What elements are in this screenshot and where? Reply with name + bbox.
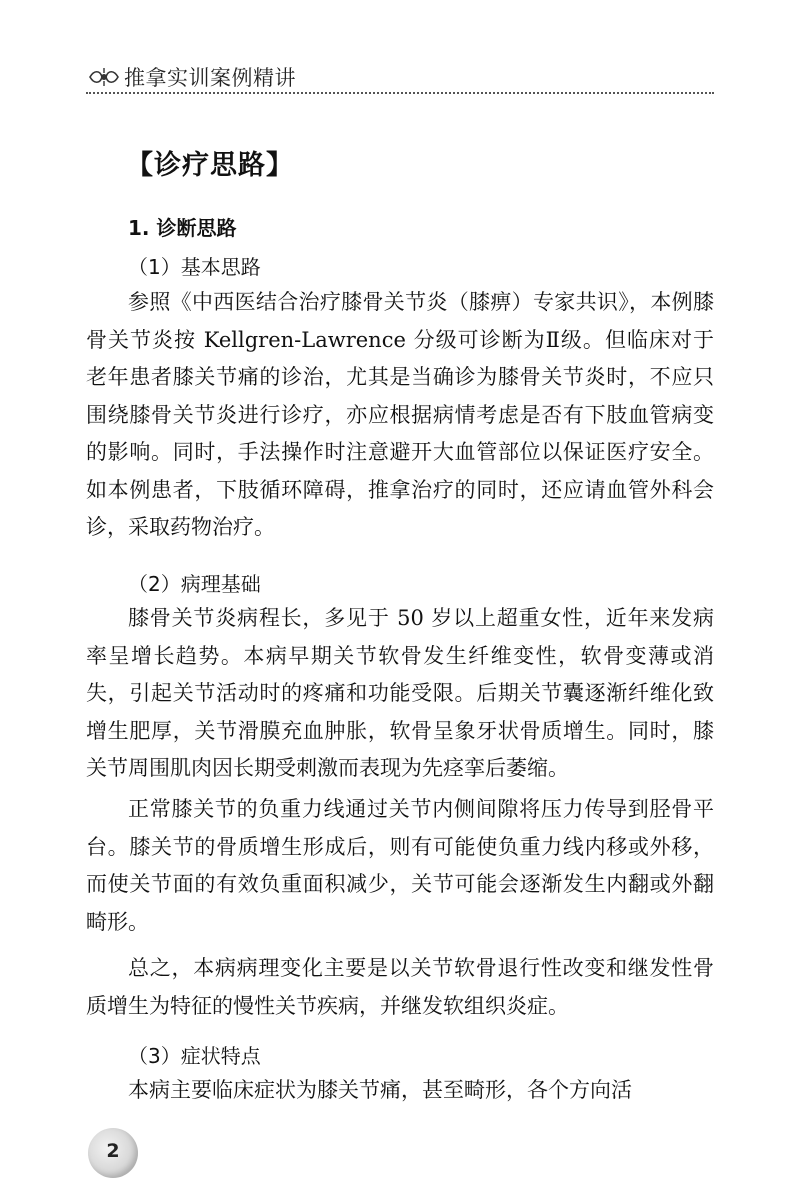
paragraph: 正常膝关节的负重力线通过关节内侧间隙将压力传导到胫骨平台。膝关节的骨质增生形成后，则有可能使负重力线内移或外移，而使关节面的有效负重面积减少，关节可能会逐渐发生内翻或外翻畸形。: [86, 797, 714, 934]
section-heading: 【诊疗思路】: [126, 150, 294, 181]
floral-ornament-icon: [88, 66, 120, 88]
paragraph: 本病主要临床症状为膝关节痛，甚至畸形，各个方向活: [128, 1078, 632, 1102]
item-title-symptoms: （3）症状特点: [128, 1044, 261, 1068]
item-title-basic: （1）基本思路: [128, 255, 261, 279]
page-number-badge: [88, 1128, 138, 1178]
paragraph: 总之，本病病理变化主要是以关节软骨退行性改变和继发性骨质增生为特征的慢性关节疾病，并继发软组织炎症。: [86, 956, 714, 1018]
item-title-pathology: （2）病理基础: [128, 572, 261, 596]
header-dotted-rule: [86, 92, 714, 94]
book-title: 推拿实训案例精讲: [124, 66, 296, 90]
subheading-diagnosis: 1. 诊断思路: [128, 216, 237, 240]
paragraph: 参照《中西医结合治疗膝骨关节炎（膝痹）专家共识》，本例膝骨关节炎按 Kellgren-Lawrence 分级可诊断为Ⅱ级。但临床对于老年患者膝关节痛的诊治，尤其是当确诊为膝骨关节炎时，不应只围绕膝骨关节炎进行诊疗，亦应根据病情考虑是否有下肢血管病变的影响。同时，手法操作时注意避开大血管部位以保证医疗安全。如本例患者，下肢循环障碍，推拿治疗的同时，还应请血管外科会诊，采取药物治疗。: [86, 290, 714, 539]
paragraph: 膝骨关节炎病程长，多见于 50 岁以上超重女性，近年来发病率呈增长趋势。本病早期关节软骨发生纤维变性，软骨变薄或消失，引起关节活动时的疼痛和功能受限。后期关节囊逐渐纤维化致增生肥厚，关节滑膜充血肿胀，软骨呈象牙状骨质增生。同时，膝关节周围肌肉因长期受刺激而表现为先痉挛后萎缩。: [86, 606, 714, 780]
running-header: [86, 60, 714, 96]
page-number: 2: [106, 1140, 120, 1162]
